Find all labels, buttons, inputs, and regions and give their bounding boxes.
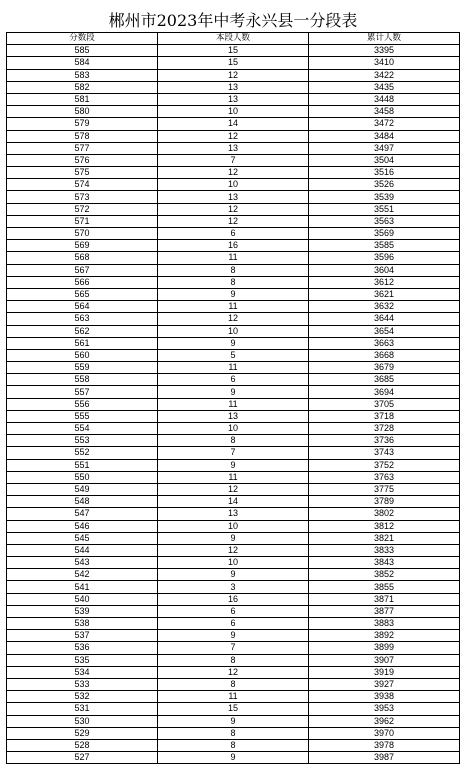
cell-count: 12 <box>158 483 309 495</box>
cell-cumulative: 3632 <box>309 301 460 313</box>
table-row <box>7 459 460 471</box>
cell-count: 11 <box>158 691 309 703</box>
cell-score: 582 <box>7 81 158 93</box>
cell-cumulative: 3953 <box>309 703 460 715</box>
cell-count: 8 <box>158 276 309 288</box>
cell-score: 532 <box>7 691 158 703</box>
cell-score: 564 <box>7 301 158 313</box>
table-row <box>7 191 460 203</box>
cell-count: 10 <box>158 423 309 435</box>
cell-score: 549 <box>7 483 158 495</box>
cell-score: 560 <box>7 349 158 361</box>
cell-score: 527 <box>7 752 158 764</box>
table-body <box>7 45 460 764</box>
cell-score: 539 <box>7 605 158 617</box>
table-row <box>7 264 460 276</box>
cell-cumulative: 3685 <box>309 374 460 386</box>
cell-cumulative: 3435 <box>309 81 460 93</box>
table-row <box>7 81 460 93</box>
table-row <box>7 337 460 349</box>
cell-cumulative: 3585 <box>309 240 460 252</box>
cell-count: 6 <box>158 605 309 617</box>
cell-cumulative: 3728 <box>309 423 460 435</box>
cell-count: 12 <box>158 544 309 556</box>
cell-count: 7 <box>158 154 309 166</box>
cell-count: 8 <box>158 435 309 447</box>
table-row <box>7 715 460 727</box>
cell-count: 12 <box>158 167 309 179</box>
table-row <box>7 727 460 739</box>
cell-cumulative: 3938 <box>309 691 460 703</box>
cell-count: 8 <box>158 727 309 739</box>
cell-count: 3 <box>158 581 309 593</box>
cell-cumulative: 3526 <box>309 179 460 191</box>
cell-count: 12 <box>158 313 309 325</box>
table-row <box>7 569 460 581</box>
cell-cumulative: 3621 <box>309 288 460 300</box>
cell-score: 570 <box>7 228 158 240</box>
cell-count: 9 <box>158 337 309 349</box>
cell-count: 7 <box>158 447 309 459</box>
cell-score: 575 <box>7 167 158 179</box>
cell-score: 573 <box>7 191 158 203</box>
cell-score: 538 <box>7 618 158 630</box>
cell-count: 8 <box>158 264 309 276</box>
table-row <box>7 703 460 715</box>
cell-count: 11 <box>158 471 309 483</box>
cell-cumulative: 3843 <box>309 557 460 569</box>
cell-score: 548 <box>7 496 158 508</box>
cell-score: 565 <box>7 288 158 300</box>
cell-count: 11 <box>158 252 309 264</box>
cell-count: 12 <box>158 203 309 215</box>
cell-score: 555 <box>7 410 158 422</box>
cell-score: 536 <box>7 642 158 654</box>
cell-score: 552 <box>7 447 158 459</box>
cell-count: 10 <box>158 325 309 337</box>
cell-score: 562 <box>7 325 158 337</box>
header-cumulative: 累计人数 <box>309 33 460 45</box>
cell-count: 9 <box>158 715 309 727</box>
cell-cumulative: 3899 <box>309 642 460 654</box>
table-header-row <box>7 33 460 45</box>
cell-count: 7 <box>158 642 309 654</box>
header-score: 分数段 <box>7 33 158 45</box>
cell-score: 541 <box>7 581 158 593</box>
cell-count: 13 <box>158 142 309 154</box>
table-row <box>7 447 460 459</box>
cell-cumulative: 3833 <box>309 544 460 556</box>
cell-score: 574 <box>7 179 158 191</box>
table-row <box>7 154 460 166</box>
cell-cumulative: 3663 <box>309 337 460 349</box>
cell-count: 10 <box>158 520 309 532</box>
cell-cumulative: 3472 <box>309 118 460 130</box>
table-row <box>7 605 460 617</box>
score-distribution-table <box>6 32 460 764</box>
table-row <box>7 167 460 179</box>
page-title: 郴州市2023年中考永兴县一分段表 <box>108 11 358 30</box>
cell-cumulative: 3654 <box>309 325 460 337</box>
cell-cumulative: 3892 <box>309 630 460 642</box>
cell-cumulative: 3596 <box>309 252 460 264</box>
cell-score: 542 <box>7 569 158 581</box>
cell-score: 558 <box>7 374 158 386</box>
cell-score: 529 <box>7 727 158 739</box>
cell-cumulative: 3927 <box>309 678 460 690</box>
table-row <box>7 130 460 142</box>
cell-cumulative: 3743 <box>309 447 460 459</box>
cell-cumulative: 3812 <box>309 520 460 532</box>
cell-cumulative: 3448 <box>309 93 460 105</box>
cell-count: 9 <box>158 532 309 544</box>
cell-count: 5 <box>158 349 309 361</box>
cell-score: 578 <box>7 130 158 142</box>
cell-count: 9 <box>158 288 309 300</box>
table-row <box>7 349 460 361</box>
table-row <box>7 532 460 544</box>
cell-cumulative: 3970 <box>309 727 460 739</box>
cell-score: 581 <box>7 93 158 105</box>
cell-count: 13 <box>158 410 309 422</box>
table-row <box>7 215 460 227</box>
cell-count: 16 <box>158 593 309 605</box>
cell-count: 6 <box>158 374 309 386</box>
table-row <box>7 288 460 300</box>
table-row <box>7 93 460 105</box>
cell-cumulative: 3563 <box>309 215 460 227</box>
cell-cumulative: 3852 <box>309 569 460 581</box>
cell-cumulative: 3883 <box>309 618 460 630</box>
table-row <box>7 666 460 678</box>
table-row <box>7 691 460 703</box>
cell-count: 12 <box>158 666 309 678</box>
cell-score: 534 <box>7 666 158 678</box>
cell-score: 567 <box>7 264 158 276</box>
table-row <box>7 544 460 556</box>
cell-score: 546 <box>7 520 158 532</box>
cell-count: 12 <box>158 130 309 142</box>
table-row <box>7 739 460 751</box>
cell-score: 580 <box>7 106 158 118</box>
cell-count: 8 <box>158 739 309 751</box>
cell-cumulative: 3539 <box>309 191 460 203</box>
cell-cumulative: 3871 <box>309 593 460 605</box>
cell-cumulative: 3821 <box>309 532 460 544</box>
cell-count: 14 <box>158 496 309 508</box>
cell-cumulative: 3497 <box>309 142 460 154</box>
cell-score: 530 <box>7 715 158 727</box>
cell-score: 528 <box>7 739 158 751</box>
cell-score: 543 <box>7 557 158 569</box>
cell-count: 13 <box>158 81 309 93</box>
cell-score: 583 <box>7 69 158 81</box>
table-row <box>7 228 460 240</box>
cell-cumulative: 3962 <box>309 715 460 727</box>
cell-score: 566 <box>7 276 158 288</box>
cell-score: 568 <box>7 252 158 264</box>
cell-cumulative: 3604 <box>309 264 460 276</box>
table-row <box>7 630 460 642</box>
cell-count: 9 <box>158 386 309 398</box>
cell-cumulative: 3422 <box>309 69 460 81</box>
cell-cumulative: 3668 <box>309 349 460 361</box>
cell-score: 585 <box>7 45 158 57</box>
cell-cumulative: 3763 <box>309 471 460 483</box>
cell-count: 9 <box>158 752 309 764</box>
table-row <box>7 520 460 532</box>
cell-count: 16 <box>158 240 309 252</box>
table-row <box>7 362 460 374</box>
cell-count: 13 <box>158 93 309 105</box>
cell-score: 572 <box>7 203 158 215</box>
cell-score: 551 <box>7 459 158 471</box>
table-row <box>7 45 460 57</box>
cell-score: 554 <box>7 423 158 435</box>
table-row <box>7 471 460 483</box>
cell-cumulative: 3775 <box>309 483 460 495</box>
cell-score: 544 <box>7 544 158 556</box>
cell-cumulative: 3458 <box>309 106 460 118</box>
cell-count: 10 <box>158 106 309 118</box>
cell-count: 11 <box>158 398 309 410</box>
cell-score: 550 <box>7 471 158 483</box>
cell-cumulative: 3907 <box>309 654 460 666</box>
cell-count: 6 <box>158 228 309 240</box>
cell-score: 556 <box>7 398 158 410</box>
table-row <box>7 508 460 520</box>
cell-count: 11 <box>158 362 309 374</box>
cell-count: 12 <box>158 215 309 227</box>
cell-count: 8 <box>158 678 309 690</box>
table-row <box>7 654 460 666</box>
table-row <box>7 301 460 313</box>
cell-count: 13 <box>158 508 309 520</box>
cell-score: 577 <box>7 142 158 154</box>
cell-count: 12 <box>158 69 309 81</box>
cell-score: 553 <box>7 435 158 447</box>
table-row <box>7 435 460 447</box>
table-row <box>7 593 460 605</box>
cell-count: 10 <box>158 179 309 191</box>
cell-count: 9 <box>158 569 309 581</box>
table-row <box>7 313 460 325</box>
cell-score: 557 <box>7 386 158 398</box>
table-row <box>7 203 460 215</box>
cell-score: 537 <box>7 630 158 642</box>
cell-cumulative: 3877 <box>309 605 460 617</box>
cell-count: 9 <box>158 630 309 642</box>
cell-cumulative: 3752 <box>309 459 460 471</box>
table-row <box>7 496 460 508</box>
cell-count: 13 <box>158 191 309 203</box>
cell-score: 535 <box>7 654 158 666</box>
cell-count: 15 <box>158 45 309 57</box>
cell-cumulative: 3395 <box>309 45 460 57</box>
table-row <box>7 69 460 81</box>
cell-cumulative: 3612 <box>309 276 460 288</box>
table-row <box>7 276 460 288</box>
cell-count: 8 <box>158 654 309 666</box>
cell-cumulative: 3644 <box>309 313 460 325</box>
cell-score: 533 <box>7 678 158 690</box>
table-row <box>7 752 460 764</box>
table-row <box>7 423 460 435</box>
table-row <box>7 410 460 422</box>
table-row <box>7 483 460 495</box>
cell-cumulative: 3679 <box>309 362 460 374</box>
cell-count: 14 <box>158 118 309 130</box>
cell-cumulative: 3718 <box>309 410 460 422</box>
cell-cumulative: 3705 <box>309 398 460 410</box>
cell-cumulative: 3978 <box>309 739 460 751</box>
cell-count: 15 <box>158 57 309 69</box>
cell-count: 6 <box>158 618 309 630</box>
table-row <box>7 252 460 264</box>
cell-score: 571 <box>7 215 158 227</box>
table-row <box>7 118 460 130</box>
table-row <box>7 179 460 191</box>
cell-score: 569 <box>7 240 158 252</box>
table-row <box>7 57 460 69</box>
cell-score: 579 <box>7 118 158 130</box>
cell-cumulative: 3802 <box>309 508 460 520</box>
cell-score: 545 <box>7 532 158 544</box>
cell-cumulative: 3694 <box>309 386 460 398</box>
cell-cumulative: 3569 <box>309 228 460 240</box>
table-row <box>7 142 460 154</box>
table-row <box>7 557 460 569</box>
cell-cumulative: 3987 <box>309 752 460 764</box>
table-row <box>7 642 460 654</box>
cell-cumulative: 3516 <box>309 167 460 179</box>
table-row <box>7 240 460 252</box>
cell-score: 559 <box>7 362 158 374</box>
cell-count: 11 <box>158 301 309 313</box>
cell-cumulative: 3736 <box>309 435 460 447</box>
table-row <box>7 618 460 630</box>
table-row <box>7 374 460 386</box>
table-row <box>7 398 460 410</box>
cell-count: 10 <box>158 557 309 569</box>
table-row <box>7 106 460 118</box>
cell-cumulative: 3919 <box>309 666 460 678</box>
cell-score: 563 <box>7 313 158 325</box>
cell-score: 531 <box>7 703 158 715</box>
table-row <box>7 386 460 398</box>
cell-score: 540 <box>7 593 158 605</box>
cell-cumulative: 3789 <box>309 496 460 508</box>
cell-cumulative: 3855 <box>309 581 460 593</box>
cell-cumulative: 3504 <box>309 154 460 166</box>
table-row <box>7 678 460 690</box>
cell-count: 15 <box>158 703 309 715</box>
cell-score: 561 <box>7 337 158 349</box>
cell-cumulative: 3410 <box>309 57 460 69</box>
cell-score: 547 <box>7 508 158 520</box>
cell-cumulative: 3551 <box>309 203 460 215</box>
table-row <box>7 581 460 593</box>
cell-cumulative: 3484 <box>309 130 460 142</box>
table-row <box>7 325 460 337</box>
cell-score: 584 <box>7 57 158 69</box>
cell-count: 9 <box>158 459 309 471</box>
cell-score: 576 <box>7 154 158 166</box>
header-count: 本段人数 <box>158 33 309 45</box>
